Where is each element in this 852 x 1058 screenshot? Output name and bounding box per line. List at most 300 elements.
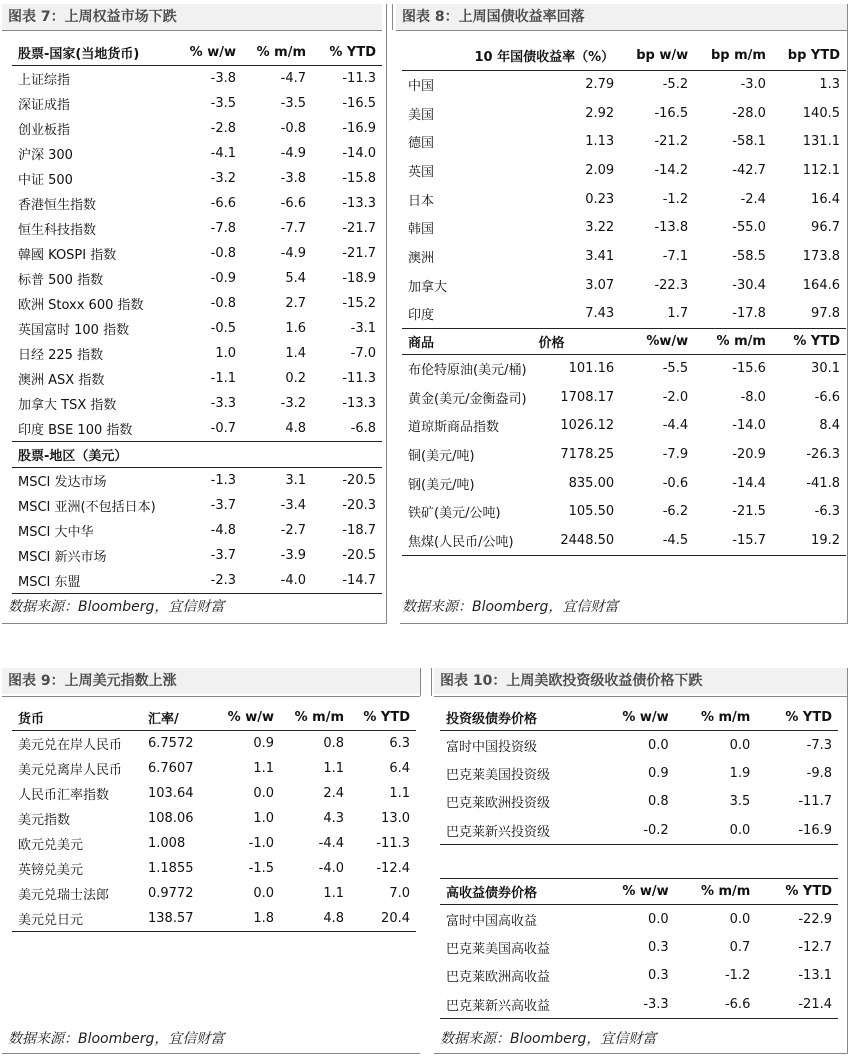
row-label: 美元兑日元 — [18, 913, 84, 928]
row-value: 0.3 — [648, 939, 669, 955]
row-value: -20.9 — [732, 447, 766, 463]
fig8-yield-row — [402, 99, 846, 128]
fig9-bottom-border — [2, 1053, 420, 1054]
row-value: -4.9 — [280, 246, 306, 261]
row-value: -6.2 — [662, 504, 689, 520]
fig7-region-row — [12, 568, 382, 594]
fig7-region-row — [12, 518, 382, 543]
fig9-header-mm: % m/m — [294, 710, 344, 725]
fig10-ig-row — [440, 731, 838, 760]
row-value: 0.8 — [323, 736, 344, 751]
row-value: 3.1 — [285, 473, 306, 488]
fig7-row — [12, 91, 382, 116]
row-value: 112.1 — [802, 162, 840, 178]
row-value: -7.7 — [280, 221, 306, 236]
row-value: 7.0 — [389, 886, 410, 901]
fig7-header-label: 股票-国家(当地货币) — [18, 47, 140, 62]
row-value: 2.7 — [285, 296, 306, 311]
row-value: 4.3 — [323, 811, 344, 826]
row-value: -14.4 — [732, 475, 766, 491]
row-value: -7.1 — [662, 248, 689, 264]
row-value: 96.7 — [811, 220, 840, 236]
fig9-currency-row — [12, 756, 416, 781]
row-value: 1.13 — [585, 134, 615, 150]
row-value: -2.8 — [210, 121, 236, 136]
row-value: -13.1 — [798, 968, 832, 984]
fig7-region-row — [12, 493, 382, 518]
row-value: -3.4 — [280, 498, 306, 513]
row-label: 日本 — [408, 193, 435, 209]
row-value: 1.1 — [323, 886, 344, 901]
fig10-right-border — [847, 668, 848, 1054]
fig7-bottom-border — [2, 623, 386, 624]
row-label: 韓國 KOSPI 指数 — [18, 248, 117, 263]
fig8-left-tick — [392, 4, 393, 30]
row-value: -14.2 — [654, 162, 689, 178]
fig8-yield-row — [402, 300, 846, 329]
fig8-commodity-row — [402, 440, 846, 469]
row-value: 131.1 — [802, 134, 840, 150]
fig10-header2-ytd: % YTD — [785, 884, 832, 899]
row-label: MSCI 东盟 — [18, 575, 81, 590]
row-value: -22.9 — [798, 911, 832, 927]
row-value: -21.7 — [342, 246, 376, 261]
row-value: 0.9772 — [148, 886, 194, 901]
row-value: -20.5 — [342, 473, 376, 488]
row-value: -3.2 — [280, 396, 306, 411]
fig9-currency-row — [12, 831, 416, 856]
row-value: 4.8 — [323, 911, 344, 926]
row-value: -3.7 — [210, 498, 236, 513]
row-value: 6.7572 — [148, 736, 194, 751]
row-value: -41.8 — [806, 475, 840, 491]
row-label: 富时中国投资级 — [446, 739, 538, 755]
row-value: -4.1 — [210, 146, 236, 161]
fig10-hy-row — [440, 962, 838, 991]
fig10-hy-table — [440, 878, 838, 1019]
row-value: -16.9 — [798, 822, 832, 838]
row-value: 30.1 — [811, 361, 840, 377]
row-value: -13.3 — [342, 196, 376, 211]
row-value: 4.8 — [285, 421, 306, 436]
fig10-bottom-border — [434, 1053, 848, 1054]
row-value: -15.7 — [732, 532, 766, 548]
row-value: 16.4 — [811, 191, 840, 207]
row-label: 巴克莱新兴投资级 — [446, 824, 551, 840]
fig8-header2-ytd: % YTD — [793, 333, 840, 349]
row-value: -1.2 — [724, 968, 751, 984]
row-label: 富时中国高收益 — [446, 913, 538, 929]
fig8-header-row — [402, 42, 846, 70]
fig10-ig-row — [440, 759, 838, 788]
fig8-yield-row — [402, 127, 846, 156]
row-value: 0.0 — [729, 737, 751, 753]
row-label: 巴克莱欧洲高收益 — [446, 970, 551, 986]
row-value: -2.4 — [740, 191, 766, 207]
row-value: -1.1 — [210, 371, 236, 386]
row-value: 0.0 — [253, 886, 274, 901]
row-value: -15.2 — [342, 296, 376, 311]
row-value: 2.79 — [585, 77, 615, 93]
row-value: 0.9 — [253, 736, 274, 751]
fig7-row — [12, 241, 382, 266]
row-label: 美国 — [408, 107, 435, 123]
row-value: 7.43 — [585, 306, 615, 322]
fig7-row — [12, 391, 382, 416]
fig8-yield-row — [402, 70, 846, 99]
fig7-row — [12, 266, 382, 291]
fig7-row — [12, 166, 382, 191]
row-value: 1.1855 — [148, 861, 194, 876]
row-value: -14.0 — [732, 418, 766, 434]
row-value: -1.3 — [210, 473, 236, 488]
row-value: -12.7 — [798, 939, 832, 955]
row-value: 0.0 — [729, 822, 751, 838]
row-value: 6.7607 — [148, 761, 194, 776]
row-value: 0.9 — [648, 765, 669, 781]
row-value: 6.3 — [389, 736, 410, 751]
row-label: 铁矿(美元/公吨) — [408, 506, 501, 522]
row-value: -5.2 — [662, 77, 689, 93]
row-value: 0.7 — [729, 939, 751, 955]
row-label: 英国富时 100 指数 — [18, 323, 130, 338]
row-value: -4.9 — [280, 146, 306, 161]
row-value: -0.5 — [210, 321, 236, 336]
row-label: 欧元兑美元 — [18, 838, 84, 853]
row-value: 164.6 — [802, 277, 840, 293]
row-value: -26.3 — [806, 447, 840, 463]
row-label: 美元兑离岸人民币 — [18, 763, 123, 778]
row-value: -1.5 — [248, 861, 274, 876]
fig9-header-label: 货币 — [18, 712, 45, 727]
fig7-title-rule — [2, 30, 382, 31]
fig8-yield-row — [402, 213, 846, 242]
row-value: -4.0 — [318, 861, 344, 876]
fig7-table — [12, 40, 382, 594]
row-value: -9.8 — [806, 765, 832, 781]
row-value: -30.4 — [732, 277, 766, 293]
fig7-region-row — [12, 468, 382, 494]
row-value: -55.0 — [732, 220, 766, 236]
fig8-commodity-row — [402, 383, 846, 412]
row-value: -2.7 — [280, 523, 306, 538]
row-label: 钢(美元/吨) — [408, 477, 475, 493]
row-label: 印度 BSE 100 指数 — [18, 423, 133, 438]
row-label: 中证 500 — [18, 173, 73, 188]
row-value: -13.3 — [342, 396, 376, 411]
fig10-title: 图表 10：上周美欧投资级收益债价格下跌 — [434, 668, 848, 694]
row-value: 101.16 — [568, 361, 615, 377]
row-value: 3.41 — [585, 248, 615, 264]
row-value: -6.6 — [814, 389, 840, 405]
row-value: -4.4 — [318, 836, 344, 851]
row-value: 1026.12 — [560, 418, 615, 434]
fig7-row — [12, 66, 382, 92]
fig10-source: 数据来源：Bloomberg，宜信财富 — [440, 1031, 657, 1047]
row-value: 2.09 — [585, 162, 615, 178]
fig7-row — [12, 316, 382, 341]
row-value: 1.3 — [819, 77, 840, 93]
fig8-header2-label: 商品 — [408, 335, 435, 351]
row-label: 日经 225 指数 — [18, 348, 104, 363]
fig7-row — [12, 141, 382, 166]
fig8-header2-mm: % m/m — [716, 333, 766, 349]
row-label: 香港恒生指数 — [18, 198, 97, 213]
row-value: -3.8 — [280, 171, 306, 186]
row-value: -3.3 — [643, 996, 669, 1012]
row-label: 加拿大 TSX 指数 — [18, 398, 117, 413]
row-value: -42.7 — [732, 162, 766, 178]
row-label: 加拿大 — [408, 279, 448, 295]
fig8-yield-row — [402, 156, 846, 185]
row-value: -22.3 — [654, 277, 689, 293]
row-value: -6.6 — [210, 196, 236, 211]
row-value: -5.5 — [662, 361, 689, 377]
row-label: 上证综指 — [18, 73, 71, 88]
fig8-source: 数据来源：Bloomberg，宜信财富 — [402, 599, 619, 615]
fig10-header-ytd: % YTD — [785, 710, 832, 725]
fig8-yield-row — [402, 185, 846, 214]
row-label: 创业板指 — [18, 123, 71, 138]
row-value: -8.0 — [740, 389, 766, 405]
fig7-row — [12, 416, 382, 442]
fig9-currency-row — [12, 731, 416, 757]
row-label: 巴克莱美国投资级 — [446, 767, 551, 783]
row-value: 1.1 — [323, 761, 344, 776]
row-label: 标普 500 指数 — [18, 273, 104, 288]
row-label: 澳洲 ASX 指数 — [18, 373, 105, 388]
row-value: -16.9 — [342, 121, 376, 136]
fig9-header-ww: % w/w — [227, 710, 274, 725]
row-value: -20.3 — [342, 498, 376, 513]
row-value: -0.8 — [210, 296, 236, 311]
row-value: -6.6 — [724, 996, 751, 1012]
fig8-bottom-border — [400, 623, 848, 624]
fig10-ig-row — [440, 816, 838, 845]
fig8-title-rule — [396, 30, 848, 31]
row-value: 1.1 — [389, 786, 410, 801]
fig10-ig-table — [440, 705, 838, 845]
row-value: -13.8 — [654, 220, 689, 236]
fig10-title-rule — [434, 696, 848, 697]
row-value: 0.23 — [585, 191, 615, 207]
fig10-header2-row — [440, 879, 838, 905]
fig7-header-mm: % m/m — [256, 45, 306, 60]
row-value: 2.4 — [323, 786, 344, 801]
row-value: 108.06 — [148, 811, 194, 826]
row-value: -6.3 — [814, 504, 840, 520]
row-value: -15.8 — [342, 171, 376, 186]
fig8-header-mm: bp m/m — [710, 48, 766, 64]
fig9-currency-row — [12, 781, 416, 806]
row-value: -58.5 — [732, 248, 766, 264]
fig10-header2-mm: % m/m — [700, 884, 751, 899]
fig7-row — [12, 341, 382, 366]
fig8-commodity-row — [402, 498, 846, 527]
row-label: 巴克莱美国高收益 — [446, 941, 551, 957]
fig7-row — [12, 291, 382, 316]
row-value: -3.3 — [210, 396, 236, 411]
row-value: -21.4 — [798, 996, 832, 1012]
fig9-right-tick — [420, 668, 421, 696]
fig9-currency-row — [12, 806, 416, 831]
fig8-commodity-row — [402, 469, 846, 498]
row-value: -1.2 — [662, 191, 689, 207]
row-value: -3.5 — [280, 96, 306, 111]
row-label: MSCI 亚洲(不包括日本) — [18, 500, 156, 515]
row-value: 1708.17 — [560, 389, 615, 405]
row-label: 印度 — [408, 308, 435, 324]
row-label: 澳洲 — [408, 250, 435, 266]
row-value: -17.8 — [732, 306, 766, 322]
row-label: 黄金(美元/金衡盎司) — [408, 391, 527, 407]
fig7-header-row — [12, 40, 382, 66]
fig8-yield-row — [402, 242, 846, 271]
row-value: 3.5 — [729, 794, 751, 810]
row-value: 5.4 — [285, 271, 306, 286]
row-value: -2.0 — [662, 389, 689, 405]
row-label: 沪深 300 — [18, 148, 73, 163]
fig10-header2-ww: % w/w — [622, 884, 669, 899]
fig9-title-rule — [2, 696, 420, 697]
row-value: -7.3 — [806, 737, 832, 753]
row-value: -1.0 — [248, 836, 274, 851]
fig7-header-ytd: % YTD — [329, 45, 376, 60]
row-label: 巴克莱欧洲投资级 — [446, 796, 551, 812]
row-value: 0.0 — [648, 737, 669, 753]
row-label: MSCI 发达市场 — [18, 475, 107, 490]
fig7-row — [12, 116, 382, 141]
row-value: 0.2 — [285, 371, 306, 386]
fig9-currency-row — [12, 881, 416, 906]
row-value: -58.1 — [732, 134, 766, 150]
row-label: 美元兑在岸人民币 — [18, 738, 123, 753]
row-value: 19.2 — [811, 532, 840, 548]
row-value: -11.7 — [798, 794, 832, 810]
fig7-source: 数据来源：Bloomberg，宜信财富 — [8, 599, 225, 615]
row-value: -28.0 — [732, 105, 766, 121]
row-value: 97.8 — [811, 306, 840, 322]
row-value: 3.22 — [585, 220, 615, 236]
fig8-header-ww: bp w/w — [636, 48, 689, 64]
row-value: -0.6 — [662, 475, 689, 491]
row-value: -0.7 — [210, 421, 236, 436]
row-value: 173.8 — [802, 248, 840, 264]
row-value: 1.0 — [215, 346, 236, 361]
fig9-table — [12, 705, 416, 932]
row-label: 美元指数 — [18, 813, 71, 828]
row-value: 1.6 — [285, 321, 306, 336]
fig8-table — [402, 42, 846, 556]
fig7-title: 图表 7：上周权益市场下跌 — [2, 4, 382, 30]
fig7-row — [12, 191, 382, 216]
row-value: -20.5 — [342, 548, 376, 563]
fig9-header-rate: 汇率/ — [148, 712, 179, 727]
row-label: 焦煤(人民币/公吨) — [408, 534, 514, 550]
row-value: 1.8 — [253, 911, 274, 926]
row-value: 0.8 — [648, 794, 669, 810]
row-value: -4.5 — [662, 532, 689, 548]
row-value: -4.0 — [280, 573, 306, 588]
fig7-row — [12, 366, 382, 391]
row-label: 英国 — [408, 164, 435, 180]
row-value: 13.0 — [381, 811, 410, 826]
row-value: -21.5 — [732, 504, 766, 520]
row-label: 恒生科技指数 — [18, 223, 97, 238]
fig8-header2-row — [402, 328, 846, 354]
fig9-header-row — [12, 705, 416, 731]
row-value: -14.0 — [342, 146, 376, 161]
row-value: 2.92 — [585, 105, 615, 121]
row-value: -18.7 — [342, 523, 376, 538]
row-label: 巴克莱新兴高收益 — [446, 998, 551, 1014]
fig10-ig-row — [440, 788, 838, 817]
row-value: 1.0 — [253, 811, 274, 826]
row-value: 835.00 — [568, 475, 615, 491]
fig8-commodity-row — [402, 412, 846, 441]
row-value: 2448.50 — [560, 532, 615, 548]
row-value: 0.0 — [729, 911, 751, 927]
fig10-hy-row — [440, 905, 838, 934]
row-value: -11.3 — [342, 71, 376, 86]
row-value: -3.7 — [210, 548, 236, 563]
fig9-source: 数据来源：Bloomberg，宜信财富 — [8, 1031, 225, 1047]
row-value: -4.4 — [662, 418, 689, 434]
fig8-header-ytd: bp YTD — [787, 48, 840, 64]
fig7-section2-row — [12, 442, 382, 468]
row-label: 中国 — [408, 79, 435, 95]
row-value: -6.8 — [350, 421, 376, 436]
fig10-header-row — [440, 705, 838, 731]
row-value: 8.4 — [819, 418, 840, 434]
fig7-region-row — [12, 543, 382, 568]
row-value: -0.2 — [643, 822, 669, 838]
row-value: 1.4 — [285, 346, 306, 361]
row-label: 布伦特原油(美元/桶) — [408, 363, 527, 379]
row-value: 0.3 — [648, 968, 669, 984]
fig7-header-ww: % w/w — [189, 45, 236, 60]
row-label: 深证成指 — [18, 98, 71, 113]
row-value: 3.07 — [585, 277, 615, 293]
fig9-currency-row — [12, 906, 416, 932]
fig8-right-border — [847, 4, 848, 624]
fig8-title: 图表 8：上周国债收益率回落 — [396, 4, 848, 30]
row-value: 20.4 — [381, 911, 410, 926]
fig8-header2-price: 价格 — [538, 335, 565, 351]
row-value: -0.8 — [280, 121, 306, 136]
row-value: -3.1 — [350, 321, 376, 336]
fig8-commodity-row — [402, 526, 846, 555]
fig10-header-label: 投资级债券价格 — [446, 712, 538, 727]
row-label: 人民币汇率指数 — [18, 788, 110, 803]
row-value: -12.4 — [376, 861, 410, 876]
row-value: 140.5 — [802, 105, 840, 121]
row-label: 德国 — [408, 136, 435, 152]
row-value: -3.5 — [210, 96, 236, 111]
fig7-row — [12, 216, 382, 241]
row-value: -4.7 — [280, 71, 306, 86]
row-value: -2.3 — [210, 573, 236, 588]
row-value: 105.50 — [568, 504, 615, 520]
row-value: -11.3 — [342, 371, 376, 386]
fig10-hy-row — [440, 933, 838, 962]
row-value: -3.0 — [740, 77, 766, 93]
row-value: -14.7 — [342, 573, 376, 588]
row-label: 韩国 — [408, 222, 435, 238]
row-value: -0.8 — [210, 246, 236, 261]
row-value: -7.0 — [350, 346, 376, 361]
fig8-commodity-row — [402, 354, 846, 383]
